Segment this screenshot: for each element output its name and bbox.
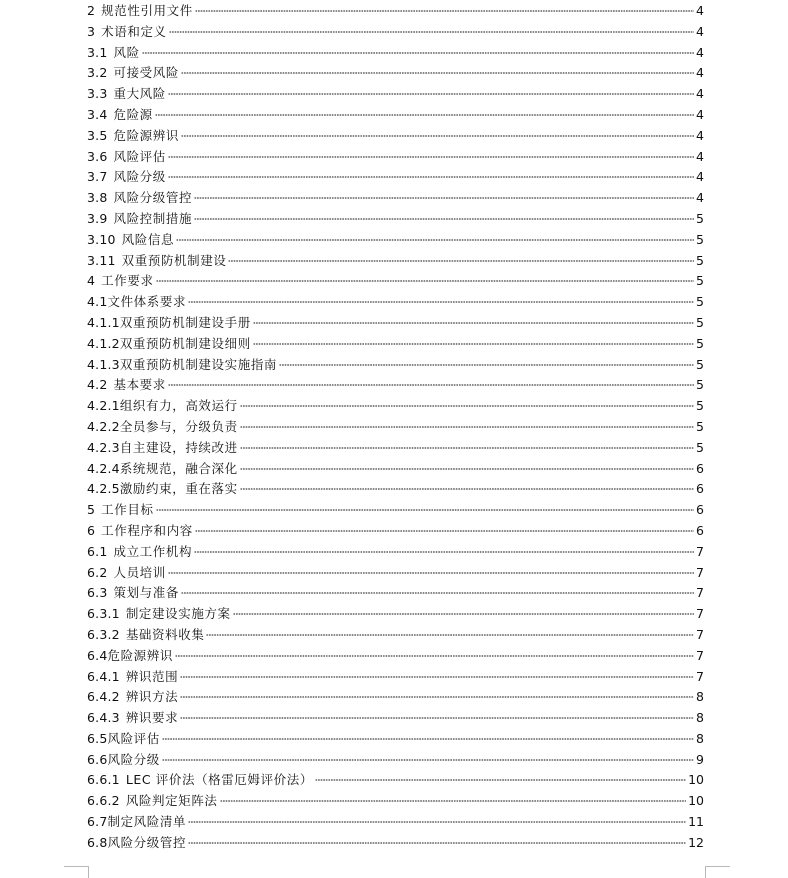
toc-entry[interactable]: [87, 667, 704, 688]
toc-entry[interactable]: [87, 791, 704, 812]
toc-dot-leader: [142, 52, 694, 54]
toc-entry-page-number: 10: [688, 793, 704, 809]
toc-entry-number: 4: [87, 273, 96, 289]
toc-entry-number: 3.8: [87, 190, 108, 206]
toc-entry-number: 6.4.1: [87, 668, 120, 684]
toc-entry[interactable]: [87, 1, 704, 22]
toc-entry-title: 系统规范，融合深化: [119, 460, 238, 476]
toc-entry-title: 危险源辨识: [113, 127, 179, 143]
toc-entry[interactable]: [87, 812, 704, 833]
toc-entry-title: 基本要求: [113, 377, 166, 393]
toc-dot-leader: [188, 842, 686, 844]
toc-entry-page-number: 8: [696, 689, 704, 705]
toc-entry[interactable]: [87, 209, 704, 230]
toc-entry-title: 风险分级: [113, 169, 166, 185]
toc-entry-page-number: 7: [696, 626, 704, 642]
toc-dot-leader: [162, 738, 694, 740]
toc-entry-title: 辨识范围: [125, 668, 179, 684]
toc-entry[interactable]: [87, 22, 704, 43]
toc-entry-page-number: 5: [696, 356, 704, 372]
toc-dot-leader: [169, 31, 694, 33]
toc-entry-page-number: 11: [688, 814, 704, 830]
toc-dot-leader: [240, 405, 694, 407]
toc-dot-leader: [194, 551, 694, 553]
toc-entry[interactable]: [87, 604, 704, 625]
toc-dot-leader: [168, 572, 694, 574]
toc-entry-title: 风险分级管控: [113, 190, 193, 206]
toc-entry-number: 6.7: [87, 814, 108, 830]
toc-entry-number: 6.5: [87, 730, 108, 746]
toc-entry-page-number: 12: [688, 834, 704, 850]
toc-entry-title: 术语和定义: [101, 23, 167, 39]
toc-entry-title: 重大风险: [113, 86, 166, 102]
table-of-contents: [87, 1, 704, 854]
toc-dot-leader: [240, 426, 694, 428]
toc-entry-title: 成立工作机构: [113, 543, 193, 559]
toc-entry-number: 4.2.4: [87, 460, 120, 476]
toc-entry[interactable]: [87, 729, 704, 750]
toc-entry-page-number: 4: [696, 106, 704, 122]
toc-entry-page-number: 4: [696, 127, 704, 143]
toc-entry-page-number: 5: [696, 398, 704, 414]
toc-entry-page-number: 7: [696, 585, 704, 601]
toc-dot-leader: [155, 114, 694, 116]
toc-entry[interactable]: [87, 542, 704, 563]
toc-entry-page-number: 6: [696, 502, 704, 518]
toc-entry-number: 6.2: [87, 564, 108, 580]
toc-entry-number: 6.4: [87, 647, 108, 663]
toc-entry[interactable]: [87, 230, 704, 251]
toc-dot-leader: [315, 779, 686, 781]
toc-entry-page-number: 5: [696, 377, 704, 393]
toc-entry-number: 6.3.1: [87, 606, 120, 622]
toc-dot-leader: [279, 364, 694, 366]
toc-dot-leader: [240, 488, 694, 490]
toc-entry-number: 3: [87, 23, 96, 39]
toc-entry[interactable]: [87, 271, 704, 292]
toc-dot-leader: [181, 72, 694, 74]
toc-entry-page-number: 5: [696, 294, 704, 310]
toc-entry[interactable]: [87, 708, 704, 729]
toc-entry-title: 人员培训: [113, 564, 166, 580]
toc-entry-number: 6.3: [87, 585, 108, 601]
toc-dot-leader: [194, 218, 694, 220]
toc-entry[interactable]: [87, 313, 704, 334]
toc-entry-title: 基础资料收集: [125, 626, 205, 642]
toc-entry[interactable]: [87, 625, 704, 646]
toc-entry-page-number: 5: [696, 439, 704, 455]
toc-dot-leader: [188, 821, 686, 823]
toc-entry-page-number: 7: [696, 647, 704, 663]
toc-entry-title: 工作要求: [101, 273, 154, 289]
toc-entry-title: 风险判定矩阵法: [125, 793, 218, 809]
toc-entry[interactable]: [87, 646, 704, 667]
toc-dot-leader: [253, 322, 694, 324]
toc-entry-number: 4.2.3: [87, 439, 120, 455]
toc-dot-leader: [240, 468, 694, 470]
toc-entry[interactable]: [87, 417, 704, 438]
toc-entry[interactable]: [87, 770, 704, 791]
toc-entry[interactable]: [87, 750, 704, 771]
toc-dot-leader: [156, 280, 694, 282]
toc-entry-number: 6.4.2: [87, 689, 120, 705]
toc-entry-number: 3.10: [87, 231, 116, 247]
toc-entry-number: 3.9: [87, 210, 108, 226]
toc-entry-number: 3.2: [87, 65, 108, 81]
toc-entry-title: 文件体系要求: [107, 294, 187, 310]
toc-entry-number: 6: [87, 522, 96, 538]
toc-entry-page-number: 8: [696, 730, 704, 746]
toc-entry-page-number: 6: [696, 460, 704, 476]
toc-dot-leader: [176, 239, 694, 241]
toc-entry[interactable]: [87, 687, 704, 708]
page-corner-mark-right: [705, 866, 730, 878]
toc-entry[interactable]: [87, 438, 704, 459]
toc-entry[interactable]: [87, 292, 704, 313]
toc-entry-title: 自主建设，持续改进: [119, 439, 238, 455]
toc-entry-title: 制定风险清单: [107, 814, 187, 830]
toc-dot-leader: [181, 135, 694, 137]
toc-entry-page-number: 9: [696, 751, 704, 767]
toc-entry-number: 6.6.2: [87, 793, 120, 809]
toc-entry-number: 6.6: [87, 751, 108, 767]
toc-entry-number: 4.1.2: [87, 335, 120, 351]
toc-entry[interactable]: [87, 105, 704, 126]
toc-entry-title: 风险控制措施: [113, 210, 193, 226]
toc-dot-leader: [162, 759, 694, 761]
toc-entry-page-number: 7: [696, 543, 704, 559]
toc-entry-title: 工作目标: [101, 502, 154, 518]
toc-entry-number: 6.3.2: [87, 626, 120, 642]
toc-entry-number: 4.2.2: [87, 418, 120, 434]
toc-entry-page-number: 5: [696, 335, 704, 351]
toc-dot-leader: [168, 93, 694, 95]
toc-entry-title: 规范性引用文件: [101, 3, 193, 18]
toc-dot-leader: [180, 717, 694, 719]
toc-entry-number: 6.8: [87, 834, 108, 850]
toc-entry-page-number: 5: [696, 418, 704, 434]
toc-entry-title: 风险评估: [107, 730, 160, 746]
toc-entry[interactable]: [87, 459, 704, 480]
toc-dot-leader: [194, 197, 694, 199]
toc-entry[interactable]: [87, 126, 704, 147]
toc-dot-leader: [195, 10, 694, 12]
toc-entry-title: 组织有力，高效运行: [119, 398, 238, 414]
page-corner-mark-left: [64, 866, 89, 878]
toc-entry-title: 风险信息: [121, 231, 175, 247]
toc-entry-title: 全员参与，分级负责: [119, 418, 238, 434]
toc-entry-title: 双重预防机制建设细则: [119, 335, 251, 351]
toc-entry[interactable]: [87, 583, 704, 604]
toc-entry[interactable]: [87, 396, 704, 417]
toc-dot-leader: [240, 447, 694, 449]
toc-entry-number: 3.6: [87, 148, 108, 164]
toc-entry-title: 工作程序和内容: [101, 522, 193, 538]
toc-dot-leader: [156, 509, 694, 511]
toc-entry-title: 双重预防机制建设手册: [119, 314, 251, 330]
toc-dot-leader: [168, 156, 694, 158]
toc-entry-page-number: 5: [696, 252, 704, 268]
toc-entry-number: 3.7: [87, 169, 108, 185]
toc-entry-title: 制定建设实施方案: [125, 606, 231, 622]
toc-entry[interactable]: [87, 500, 704, 521]
toc-dot-leader: [188, 301, 694, 303]
toc-entry-number: 3.11: [87, 252, 116, 268]
toc-dot-leader: [195, 530, 694, 532]
toc-entry[interactable]: [87, 63, 704, 84]
toc-entry-title: 风险: [113, 44, 140, 60]
toc-entry-title: 可接受风险: [113, 65, 179, 81]
toc-entry[interactable]: [87, 334, 704, 355]
toc-entry-number: 5: [87, 502, 96, 518]
toc-entry-number: 6.1: [87, 543, 108, 559]
toc-entry-title: 辨识方法: [125, 689, 179, 705]
toc-entry-number: 2: [87, 3, 96, 18]
toc-entry-title: 双重预防机制建设: [121, 252, 227, 268]
toc-entry-title: 激励约束，重在落实: [119, 481, 238, 497]
toc-entry-page-number: 4: [696, 44, 704, 60]
toc-entry[interactable]: [87, 521, 704, 542]
toc-dot-leader: [175, 655, 694, 657]
toc-entry-page-number: 4: [696, 3, 704, 18]
toc-entry[interactable]: [87, 188, 704, 209]
toc-entry-page-number: 5: [696, 314, 704, 330]
toc-dot-leader: [253, 343, 694, 345]
toc-entry-page-number: 7: [696, 564, 704, 580]
toc-entry-page-number: 10: [688, 772, 704, 788]
toc-entry-page-number: 6: [696, 481, 704, 497]
toc-entry-title: 风险分级: [107, 751, 160, 767]
toc-dot-leader: [168, 384, 694, 386]
toc-entry[interactable]: [87, 147, 704, 168]
toc-entry-number: 3.1: [87, 44, 108, 60]
toc-entry-number: 6.6.1: [87, 772, 120, 788]
toc-entry-number: 3.4: [87, 106, 108, 122]
toc-entry-page-number: 5: [696, 231, 704, 247]
toc-entry-number: 4.1.3: [87, 356, 120, 372]
toc-dot-leader: [168, 176, 694, 178]
toc-entry[interactable]: [87, 355, 704, 376]
toc-entry[interactable]: [87, 84, 704, 105]
toc-entry[interactable]: [87, 833, 704, 854]
toc-entry-title: 双重预防机制建设实施指南: [119, 356, 278, 372]
toc-entry[interactable]: [87, 563, 704, 584]
toc-entry-title: 策划与准备: [113, 585, 179, 601]
toc-entry-title: 辨识要求: [125, 710, 179, 726]
toc-dot-leader: [180, 696, 694, 698]
toc-entry-page-number: 8: [696, 710, 704, 726]
toc-entry-page-number: 5: [696, 273, 704, 289]
toc-dot-leader: [220, 800, 687, 802]
toc-entry-number: 4.2.1: [87, 398, 120, 414]
toc-entry-title: LEC 评价法（格雷厄姆评价法）: [125, 772, 313, 788]
toc-entry-page-number: 7: [696, 668, 704, 684]
toc-entry-page-number: 4: [696, 23, 704, 39]
toc-entry-number: 3.3: [87, 86, 108, 102]
toc-entry-title: 风险分级管控: [107, 834, 187, 850]
toc-entry-page-number: 4: [696, 65, 704, 81]
toc-entry[interactable]: [87, 167, 704, 188]
toc-entry[interactable]: [87, 479, 704, 500]
toc-entry-number: 4.2.5: [87, 481, 120, 497]
toc-entry-number: 4.2: [87, 377, 108, 393]
toc-entry-page-number: 6: [696, 522, 704, 538]
toc-dot-leader: [206, 634, 694, 636]
toc-entry-page-number: 4: [696, 86, 704, 102]
toc-dot-leader: [181, 592, 694, 594]
toc-entry-title: 风险评估: [113, 148, 166, 164]
toc-entry-title: 危险源辨识: [107, 647, 173, 663]
toc-entry-page-number: 4: [696, 190, 704, 206]
toc-entry-number: 6.4.3: [87, 710, 120, 726]
toc-dot-leader: [233, 613, 694, 615]
toc-entry-page-number: 7: [696, 606, 704, 622]
toc-entry-number: 4.1: [87, 294, 108, 310]
toc-dot-leader: [228, 260, 694, 262]
toc-entry-number: 3.5: [87, 127, 108, 143]
toc-entry[interactable]: [87, 251, 704, 272]
toc-entry-page-number: 4: [696, 169, 704, 185]
toc-dot-leader: [180, 676, 694, 678]
toc-entry-title: 危险源: [113, 106, 153, 122]
toc-entry-page-number: 4: [696, 148, 704, 164]
toc-entry[interactable]: [87, 375, 704, 396]
toc-entry[interactable]: [87, 43, 704, 64]
toc-entry-page-number: 5: [696, 210, 704, 226]
toc-entry-number: 4.1.1: [87, 314, 120, 330]
